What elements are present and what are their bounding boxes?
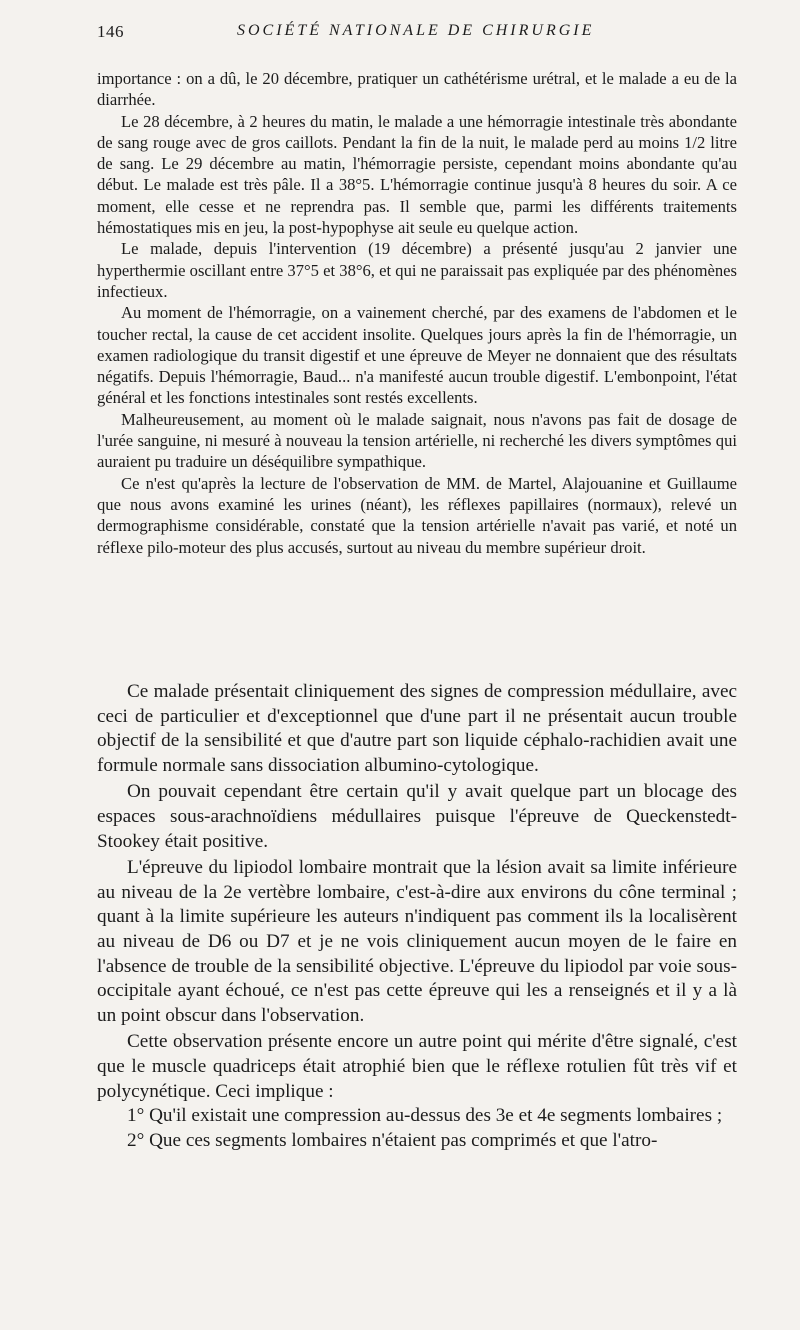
paragraph: Le 28 décembre, à 2 heures du matin, le malade a une hémorragie intestinale très abondante de sang rouge avec de gros caillots. Pendant la fin de la nuit, le malade perd au moins 1/2 litre de sang. Le 29 décembre au matin, l'hémorragie persiste, cependant moins abondante qu'au début. Le malade est très pâle. Il a 38°5. L'hémorragie continue jusqu'à 8 heures du soir. A ce moment, elle cesse et ne reprendra pas. Il semble que, parmi les différents traitements hémostatiques mis en jeu, la post-hypophyse ait seule eu quelque action. (97, 111, 737, 238)
paragraph: Cette observation présente encore un autre point qui mérite d'être signalé, c'est que le muscle quadriceps était atrophié bien que le réflexe rotulien fût très vif et polycynétique. Ceci implique : (97, 1031, 737, 1102)
commentary-large-text (97, 680, 737, 1153)
running-head: SOCIÉTÉ NATIONALE DE CHIRURGIE (237, 22, 595, 39)
paragraph: Au moment de l'hémorragie, on a vainement cherché, par des examens de l'abdomen et le toucher rectal, la cause de cet accident insolite. Quelques jours après la fin de l'hémorragie, un examen radiologique du transit digestif et une épreuve de Meyer ne donnaient que des résultats négatifs. Depuis l'hémorragie, Baud... n'a manifesté aucun trouble digestif. L'embonpoint, l'état général et les fonctions intestinales sont restés excellents. (97, 303, 737, 408)
list-item: 1° Qu'il existait une compression au-dessus des 3e et 4e segments lombaires ; (127, 1105, 723, 1127)
paragraph: importance : on a dû, le 20 décembre, pratiquer un cathétérisme urétral, et le malade a eu de la diarrhée. (97, 69, 737, 110)
case-report-small-text (97, 68, 737, 558)
list-item: 2° Que ces segments lombaires n'étaient pas comprimés et que l'atro- (127, 1129, 658, 1151)
page-header (97, 20, 737, 46)
paragraph: Malheureusement, au moment où le malade saignait, nous n'avons pas fait de dosage de l'urée sanguine, ni mesuré à nouveau la tension artérielle, ni recherché les divers symptômes qui auraient pu traduire un déséquilibre sympathique. (97, 409, 737, 472)
page-number: 146 (97, 22, 124, 41)
paragraph: Le malade, depuis l'intervention (19 décembre) a présenté jusqu'au 2 janvier une hyperthermie oscillant entre 37°5 et 38°6, et qui ne paraissait pas expliquée par des phénomènes infectieux. (97, 239, 737, 301)
paragraph: Ce malade présentait cliniquement des signes de compression médullaire, avec ceci de particulier et d'exceptionnel que d'une part il ne présentait aucun trouble objectif de la sensibilité et que d'autre part son liquide céphalo-rachidien avait une formule normale sans dissociation albumino-cytologique. (97, 681, 737, 776)
paragraph: On pouvait cependant être certain qu'il y avait quelque part un blocage des espaces sous-arachnoïdiens médullaires puisque l'épreuve de Queckenstedt-Stookey était positive. (97, 781, 737, 852)
paragraph: Ce n'est qu'après la lecture de l'observation de MM. de Martel, Alajouanine et Guillaume que nous avons examiné les urines (néant), les réflexes papillaires (normaux), relevé un dermographisme considérable, constaté que la tension artérielle n'avait pas varié, et noté un réflexe pilo-moteur des plus accusés, surtout au niveau du membre supérieur droit. (97, 473, 737, 557)
paragraph: L'épreuve du lipiodol lombaire montrait que la lésion avait sa limite inférieure au niveau de la 2e vertèbre lombaire, c'est-à-dire aux environs du cône terminal ; quant à la limite supérieure les auteurs n'indiquent pas comment ils la localisèrent au niveau de D6 ou D7 et je ne vois cliniquement aucun moyen de le faire en l'absence de trouble de la sensibilité objective. L'épreuve du lipiodol par voie sous-occipitale ayant échoué, ce n'est pas cette épreuve qui les a renseignés et il y a là un point obscur dans l'observation. (97, 857, 737, 1026)
